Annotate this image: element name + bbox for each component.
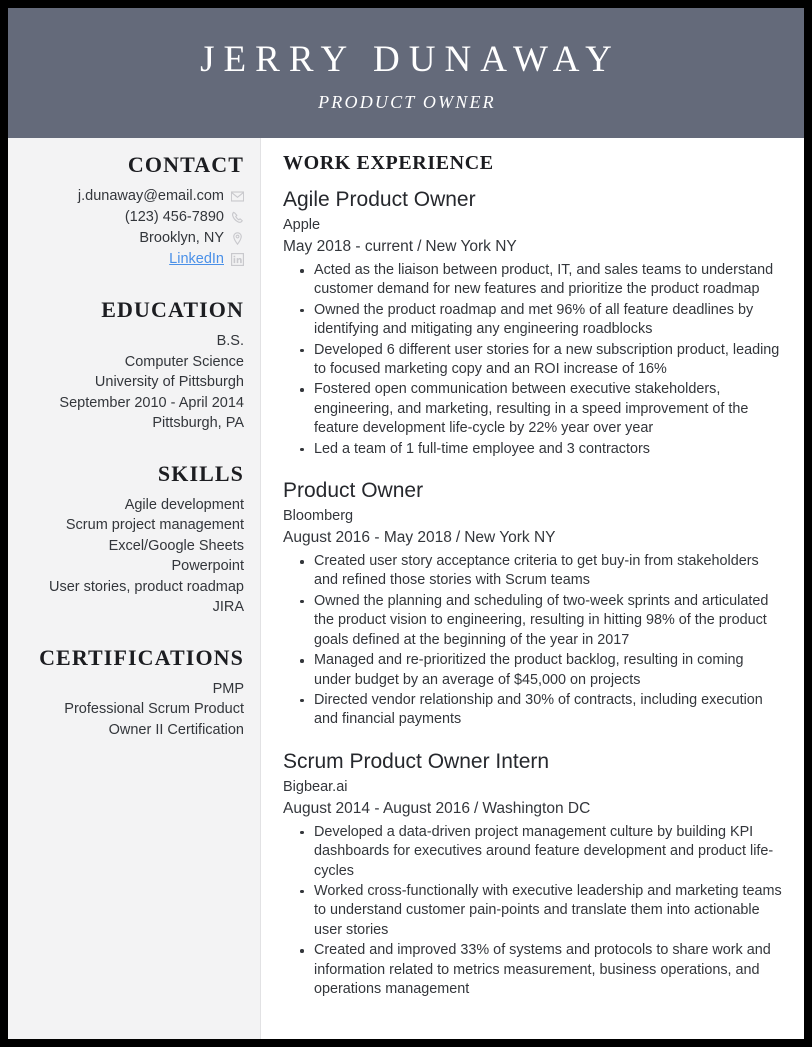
phone-value: (123) 456-7890	[124, 209, 224, 225]
linkedin-icon	[231, 253, 244, 266]
work-experience-heading: WORK EXPERIENCE	[283, 152, 494, 174]
job-bullet: Created and improved 33% of systems and protocols to share work and information related to metrics measurement, business operations, and operations management	[314, 941, 784, 999]
linkedin-link[interactable]: LinkedIn	[169, 251, 224, 267]
job-meta-separator: /	[474, 799, 479, 817]
job-bullet: Owned the planning and scheduling of two-week sprints and articulated the product vision to engineering, resulting in hitting 98% of the product goals defined at the beginning of the year in 2017	[314, 592, 784, 650]
location-value: Brooklyn, NY	[139, 230, 224, 246]
linkedin-link-wrap	[169, 249, 224, 270]
contact-item-phone	[18, 207, 244, 228]
job-bullet: Fostered open communication between executive stakeholders, engineering, and marketing, resulting in a speed improvement of the feature development life-cycle by 22% year over year	[314, 380, 784, 438]
sidebar	[8, 138, 261, 1039]
phone-icon	[231, 211, 244, 224]
job-company: Apple	[283, 217, 321, 233]
certifications-list	[18, 679, 244, 741]
resume-body	[8, 138, 804, 1039]
job-dates: August 2014 - August 2016	[283, 799, 471, 817]
skill-item: Agile development	[124, 496, 244, 513]
certification-item: Professional Scrum Product Owner II Certification	[64, 701, 244, 738]
skill-item: User stories, product roadmap	[48, 578, 244, 595]
skill-item: JIRA	[212, 599, 244, 615]
education-list	[18, 331, 244, 434]
job-bullet: Directed vendor relationship and 30% of contracts, including execution and financial payments	[314, 691, 784, 730]
job-company: Bloomberg	[283, 508, 354, 525]
education-line: University of Pittsburgh	[94, 374, 244, 390]
job-bullet: Owned the product roadmap and met 96% of all feature deadlines by identifying and mitigating any engineering roadblocks	[314, 301, 784, 340]
job-dates: August 2016 - May 2018	[283, 529, 452, 547]
education-line: Computer Science	[124, 353, 244, 370]
envelope-icon	[231, 190, 244, 203]
job-company: Bigbear.ai	[283, 778, 348, 795]
job-title: Product Owner	[283, 479, 424, 503]
job-dates: May 2018 - current	[283, 238, 414, 255]
contact-item-location	[18, 228, 244, 249]
job-meta-separator: /	[455, 529, 461, 547]
skill-item: Excel/Google Sheets	[108, 537, 244, 554]
job-title: Scrum Product Owner Intern	[283, 749, 550, 773]
education-line: B.S.	[216, 333, 244, 349]
job-bullets	[283, 552, 784, 730]
job-entry	[283, 186, 784, 459]
location-pin-icon	[231, 232, 244, 245]
job-location: New York NY	[464, 529, 556, 547]
education-heading: EDUCATION	[101, 297, 244, 322]
job-bullet: Developed a data-driven project management culture by building KPI dashboards for executives around feature development and product life-cycles	[314, 823, 784, 881]
job-location: Washington DC	[482, 799, 591, 817]
job-meta	[283, 527, 784, 549]
skills-list	[18, 495, 244, 618]
contact-list	[18, 186, 244, 270]
job-meta-separator: /	[417, 238, 422, 255]
job-bullets	[283, 823, 784, 1000]
certifications-heading: CERTIFICATIONS	[39, 644, 244, 670]
email-value: j.dunaway@email.com	[77, 188, 224, 204]
job-bullet: Developed 6 different user stories for a new subscription product, leading to focused marketing copy and an ROI increase of 16%	[314, 341, 784, 380]
job-bullet: Acted as the liaison between product, IT, and sales teams to understand customer demand for new features and prioritize the product roadmap	[314, 261, 784, 300]
skills-heading: SKILLS	[157, 460, 244, 486]
job-title: Agile Product Owner	[283, 188, 476, 211]
education-line: September 2010 - April 2014	[59, 394, 244, 411]
job-bullet: Created user story acceptance criteria to get buy-in from stakeholders and refined those stories with Scrum teams	[314, 552, 784, 591]
main-column	[261, 138, 804, 1039]
job-meta	[283, 798, 784, 820]
candidate-name: JERRY DUNAWAY	[200, 38, 621, 80]
contact-heading: CONTACT	[127, 152, 244, 177]
candidate-role: PRODUCT OWNER	[318, 92, 496, 113]
job-entry	[283, 748, 784, 1000]
skill-item: Powerpoint	[171, 558, 244, 574]
job-bullet: Worked cross-functionally with executive leadership and marketing teams to understand customer pain-points and translate them into actionable user stories	[314, 882, 784, 940]
resume-header	[8, 8, 804, 138]
certification-item: PMP	[212, 680, 244, 697]
job-entry	[283, 477, 784, 730]
job-meta	[283, 236, 784, 258]
job-bullets	[283, 261, 784, 459]
skill-item: Scrum project management	[65, 517, 244, 533]
job-bullet: Managed and re-prioritized the product backlog, resulting in coming under budget by an average of $45,000 on projects	[314, 651, 784, 690]
education-line: Pittsburgh, PA	[152, 415, 244, 431]
contact-item-email	[18, 186, 244, 207]
resume-page	[8, 8, 804, 1039]
job-bullet: Led a team of 1 full-time employee and 3 contractors	[314, 440, 784, 459]
job-location: New York NY	[425, 238, 517, 255]
contact-item-linkedin[interactable]	[18, 249, 244, 270]
